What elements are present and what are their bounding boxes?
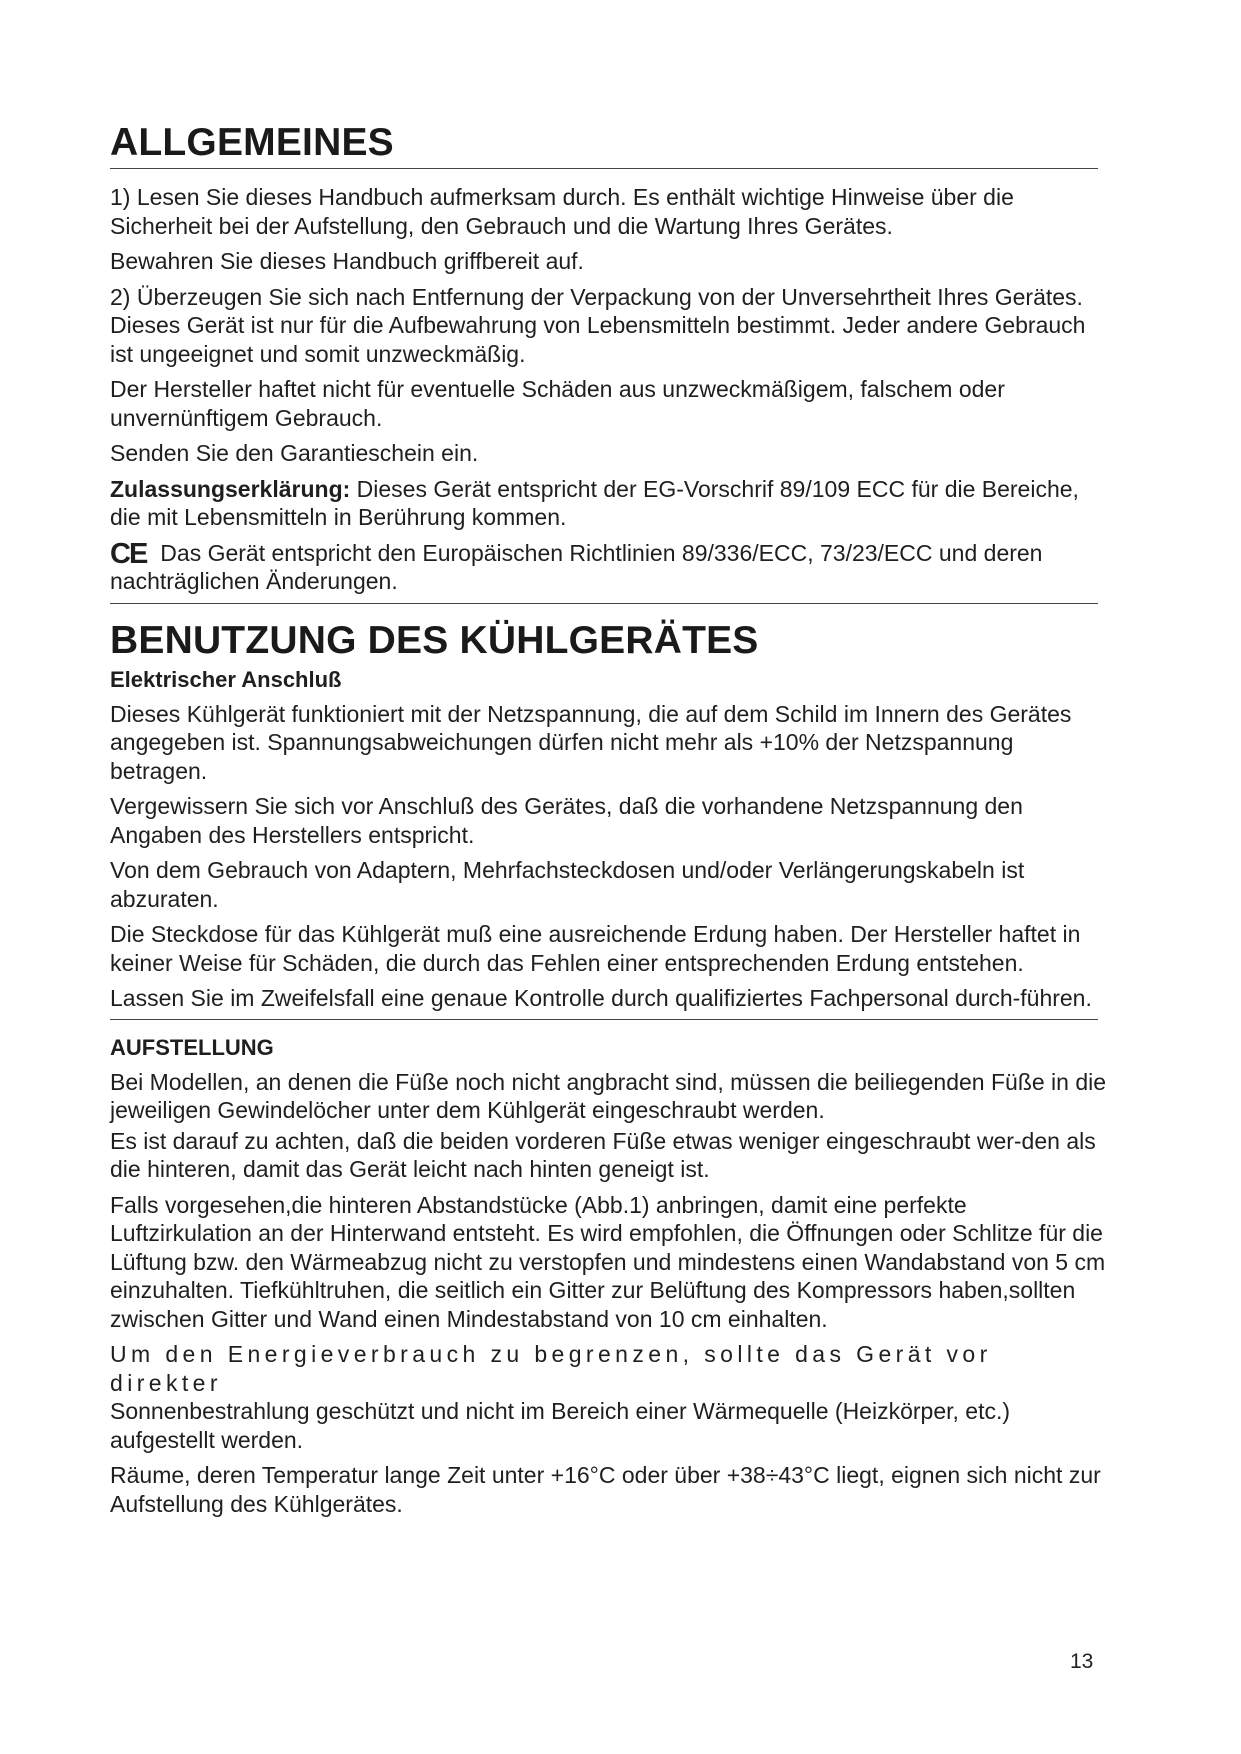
- paragraph: Die Steckdose für das Kühlgerät muß eine ausreichende Erdung haben. Der Hersteller haftet in keiner Weise für Schäden, die durch das Fehlen einer entsprechenden Erdung entstehen.: [110, 921, 1081, 976]
- ce-statement: [110, 539, 1110, 596]
- paragraph-rest: Sonnenbestrahlung geschützt und nicht im Bereich einer Wärmequelle (Heizkörper, etc.) aufgestellt werden.: [110, 1398, 1011, 1453]
- subheading-aufstellung: AUFSTELLUNG: [110, 1034, 274, 1060]
- spaced-line: Um den Energieverbrauch zu begrenzen, sollte das Gerät vor direkter: [110, 1341, 992, 1396]
- ce-text: Das Gerät entspricht den Europäischen Richtlinien 89/336/ECC, 73/23/ECC und deren nachträglichen Änderungen.: [110, 539, 1043, 594]
- paragraph: Der Hersteller haftet nicht für eventuelle Schäden aus unzweckmäßigem, falschem oder unvernünftigem Gebrauch.: [110, 376, 1005, 431]
- subheading-elektrischer-anschluss: Elektrischer Anschluß: [110, 666, 342, 692]
- approval-label: Zulassungserklärung:: [110, 475, 351, 502]
- paragraph: Falls vorgesehen,die hinteren Abstandstücke (Abb.1) anbringen, damit eine perfekte Luftzirkulation an der Hinterwand entsteht. Es wird empfohlen, die Öffnungen oder Schlitze für die Lüftung bzw. den Wärmeabzug nicht zu verstopfen und mindestens einen Wandabstand von 5 cm einzuhalten. Tiefkühltruhen, die seitlich ein Gitter zur Belüftung des Kompressors haben,sollten zwischen Gitter und Wand einen Mindestabstand von 10 cm einhalten.: [110, 1191, 1106, 1332]
- paragraph: 1) Lesen Sie dieses Handbuch aufmerksam durch. Es enthält wichtige Hinweise über die Sicherheit bei der Aufstellung, den Gebrauch und die Wartung Ihres Gerätes.: [110, 184, 1014, 239]
- divider: [110, 168, 1098, 169]
- paragraph: [110, 1340, 1110, 1454]
- paragraph: 2) Überzeugen Sie sich nach Entfernung der Verpackung von der Unversehrtheit Ihres Gerätes. Dieses Gerät ist nur für die Aufbewahrung von Lebensmitteln bestimmt. Jeder andere Gebrauch ist ungeeignet und somit unzweckmäßig.: [110, 283, 1086, 367]
- ce-mark-icon: CE: [110, 537, 147, 570]
- paragraph: Lassen Sie im Zweifelsfall eine genaue Kontrolle durch qualifiziertes Fachpersonal durch-führen.: [110, 985, 1092, 1011]
- approval-text: Dieses Gerät entspricht der EG-Vorschrif 89/109 ECC für die Bereiche, die mit Lebensmitteln in Berührung kommen.: [110, 475, 1079, 530]
- paragraph: Bewahren Sie dieses Handbuch griffbereit auf.: [110, 248, 584, 274]
- paragraph: Räume, deren Temperatur lange Zeit unter +16°C oder über +38÷43°C liegt, eignen sich nicht zur Aufstellung des Kühlgerätes.: [110, 1462, 1101, 1517]
- page-number: 13: [1070, 1650, 1094, 1673]
- paragraph: Bei Modellen, an denen die Füße noch nicht angbracht sind, müssen die beiliegenden Füße in die jeweiligen Gewindelöcher unter dem Kühlgerät eingeschraubt werden.: [110, 1068, 1107, 1123]
- approval-statement: [110, 475, 1110, 532]
- manual-page: [110, 120, 1110, 1518]
- section-title-allgemeines: ALLGEMEINES: [110, 121, 394, 164]
- paragraph: Dieses Kühlgerät funktioniert mit der Netzspannung, die auf dem Schild im Innern des Gerätes angegeben ist. Spannungsabweichungen dürfen nicht mehr als +10% der Netzspannung betragen.: [110, 700, 1072, 784]
- section-title-benutzung: BENUTZUNG DES KÜHLGERÄTES: [110, 618, 759, 662]
- paragraph: Von dem Gebrauch von Adaptern, Mehrfachsteckdosen und/oder Verlängerungskabeln ist abzuraten.: [110, 857, 1025, 912]
- paragraph: Senden Sie den Garantieschein ein.: [110, 440, 479, 466]
- divider: [110, 603, 1098, 604]
- paragraph: Es ist darauf zu achten, daß die beiden vorderen Füße etwas weniger eingeschraubt wer-den als die hinteren, damit das Gerät leicht nach hinten geneigt ist.: [110, 1127, 1096, 1182]
- paragraph: Vergewissern Sie sich vor Anschluß des Gerätes, daß die vorhandene Netzspannung den Angaben des Herstellers entspricht.: [110, 793, 1023, 848]
- divider: [110, 1019, 1098, 1020]
